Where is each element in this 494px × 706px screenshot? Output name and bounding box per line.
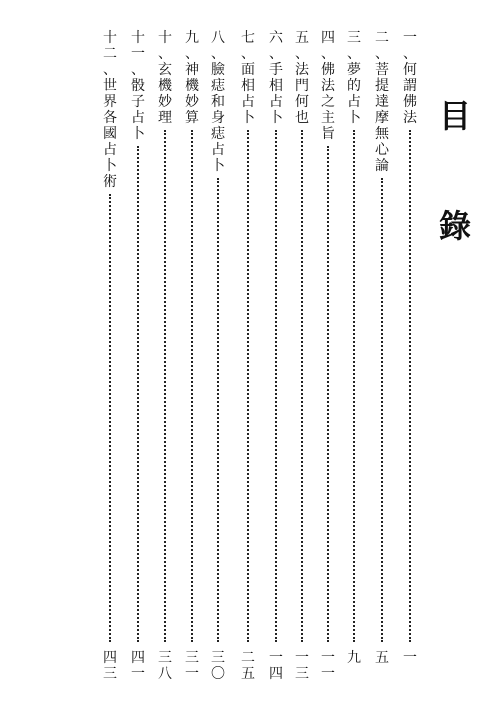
toc-entry-title: 神 機 妙 算	[185, 62, 199, 126]
toc-entry-number: 十 一 、	[131, 30, 145, 78]
toc-leader-dots	[327, 146, 329, 642]
toc-entry-number: 九 、	[185, 30, 199, 62]
toc-leader-dots	[381, 178, 383, 642]
toc-page-number: 一	[403, 650, 417, 666]
toc-entry-number: 二 、	[375, 30, 389, 62]
toc-entry-title: 臉 痣 和 身 痣 占 卜	[211, 62, 225, 174]
toc-leader-dots	[109, 194, 111, 642]
toc-entry-title: 何 謂 佛 法	[403, 62, 417, 126]
toc-page-number: 三 八	[158, 650, 172, 682]
toc-entry-number: 八 、	[211, 30, 225, 62]
toc-entry-number: 七 、	[241, 30, 255, 62]
toc-entry[interactable]	[208, 0, 228, 706]
toc-entry[interactable]	[100, 0, 120, 706]
toc-entry-number: 一 、	[403, 30, 417, 62]
toc-entry-title: 世 界 各 國 占 卜 術	[103, 78, 117, 190]
toc-entry[interactable]	[292, 0, 312, 706]
toc-entry-title: 菩 提 達 摩 無 心 論	[375, 62, 389, 174]
toc-page-number: 一 三	[295, 650, 309, 682]
toc-entry-title: 佛 法 之 主 旨	[321, 62, 335, 142]
toc-leader-dots	[275, 130, 277, 642]
toc-entry-title: 面 相 占 卜	[241, 62, 255, 126]
toc-leader-dots	[217, 178, 219, 642]
toc-entry-number: 六 、	[269, 30, 283, 62]
toc-entry-title: 骰 子 占 卜	[131, 78, 145, 142]
toc-entry[interactable]	[182, 0, 202, 706]
toc-page-number: 三 〇	[211, 650, 225, 682]
toc-page-number: 四 三	[103, 650, 117, 682]
toc-entry[interactable]	[128, 0, 148, 706]
toc-entry-number: 十 二 、	[103, 30, 117, 78]
toc-entry-title: 法 門 何 也	[295, 62, 309, 126]
toc-entry[interactable]	[318, 0, 338, 706]
toc-entry-number: 三 、	[347, 30, 361, 62]
heading-char-lu: 錄	[439, 207, 472, 245]
toc-entry-number: 四 、	[321, 30, 335, 62]
heading-char-mu: 目	[439, 97, 472, 135]
toc-entry[interactable]	[266, 0, 286, 706]
toc-entry[interactable]	[155, 0, 175, 706]
toc-entry[interactable]	[400, 0, 420, 706]
toc-leader-dots	[137, 146, 139, 642]
toc-leader-dots	[353, 130, 355, 642]
toc-entry-number: 十 、	[158, 30, 172, 62]
toc-page-number: 一 一	[321, 650, 335, 682]
toc-entry[interactable]	[344, 0, 364, 706]
toc-entry[interactable]	[238, 0, 258, 706]
toc-entry-number: 五 、	[295, 30, 309, 62]
toc-leader-dots	[191, 130, 193, 642]
toc-leader-dots	[409, 130, 411, 642]
toc-entry[interactable]	[372, 0, 392, 706]
toc-page-number: 三 一	[185, 650, 199, 682]
toc-leader-dots	[247, 130, 249, 642]
toc-page-number: 九	[347, 650, 361, 666]
toc-page-number: 一 四	[269, 650, 283, 682]
toc-page-number: 四 一	[131, 650, 145, 682]
toc-page-number: 五	[375, 650, 389, 666]
toc-entry-title: 夢 的 占 卜	[347, 62, 361, 126]
toc-leader-dots	[301, 130, 303, 642]
toc-entry-title: 手 相 占 卜	[269, 62, 283, 126]
toc-page-number: 二 五	[241, 650, 255, 682]
toc-leader-dots	[164, 130, 166, 642]
toc-entry-title: 玄 機 妙 理	[158, 62, 172, 126]
